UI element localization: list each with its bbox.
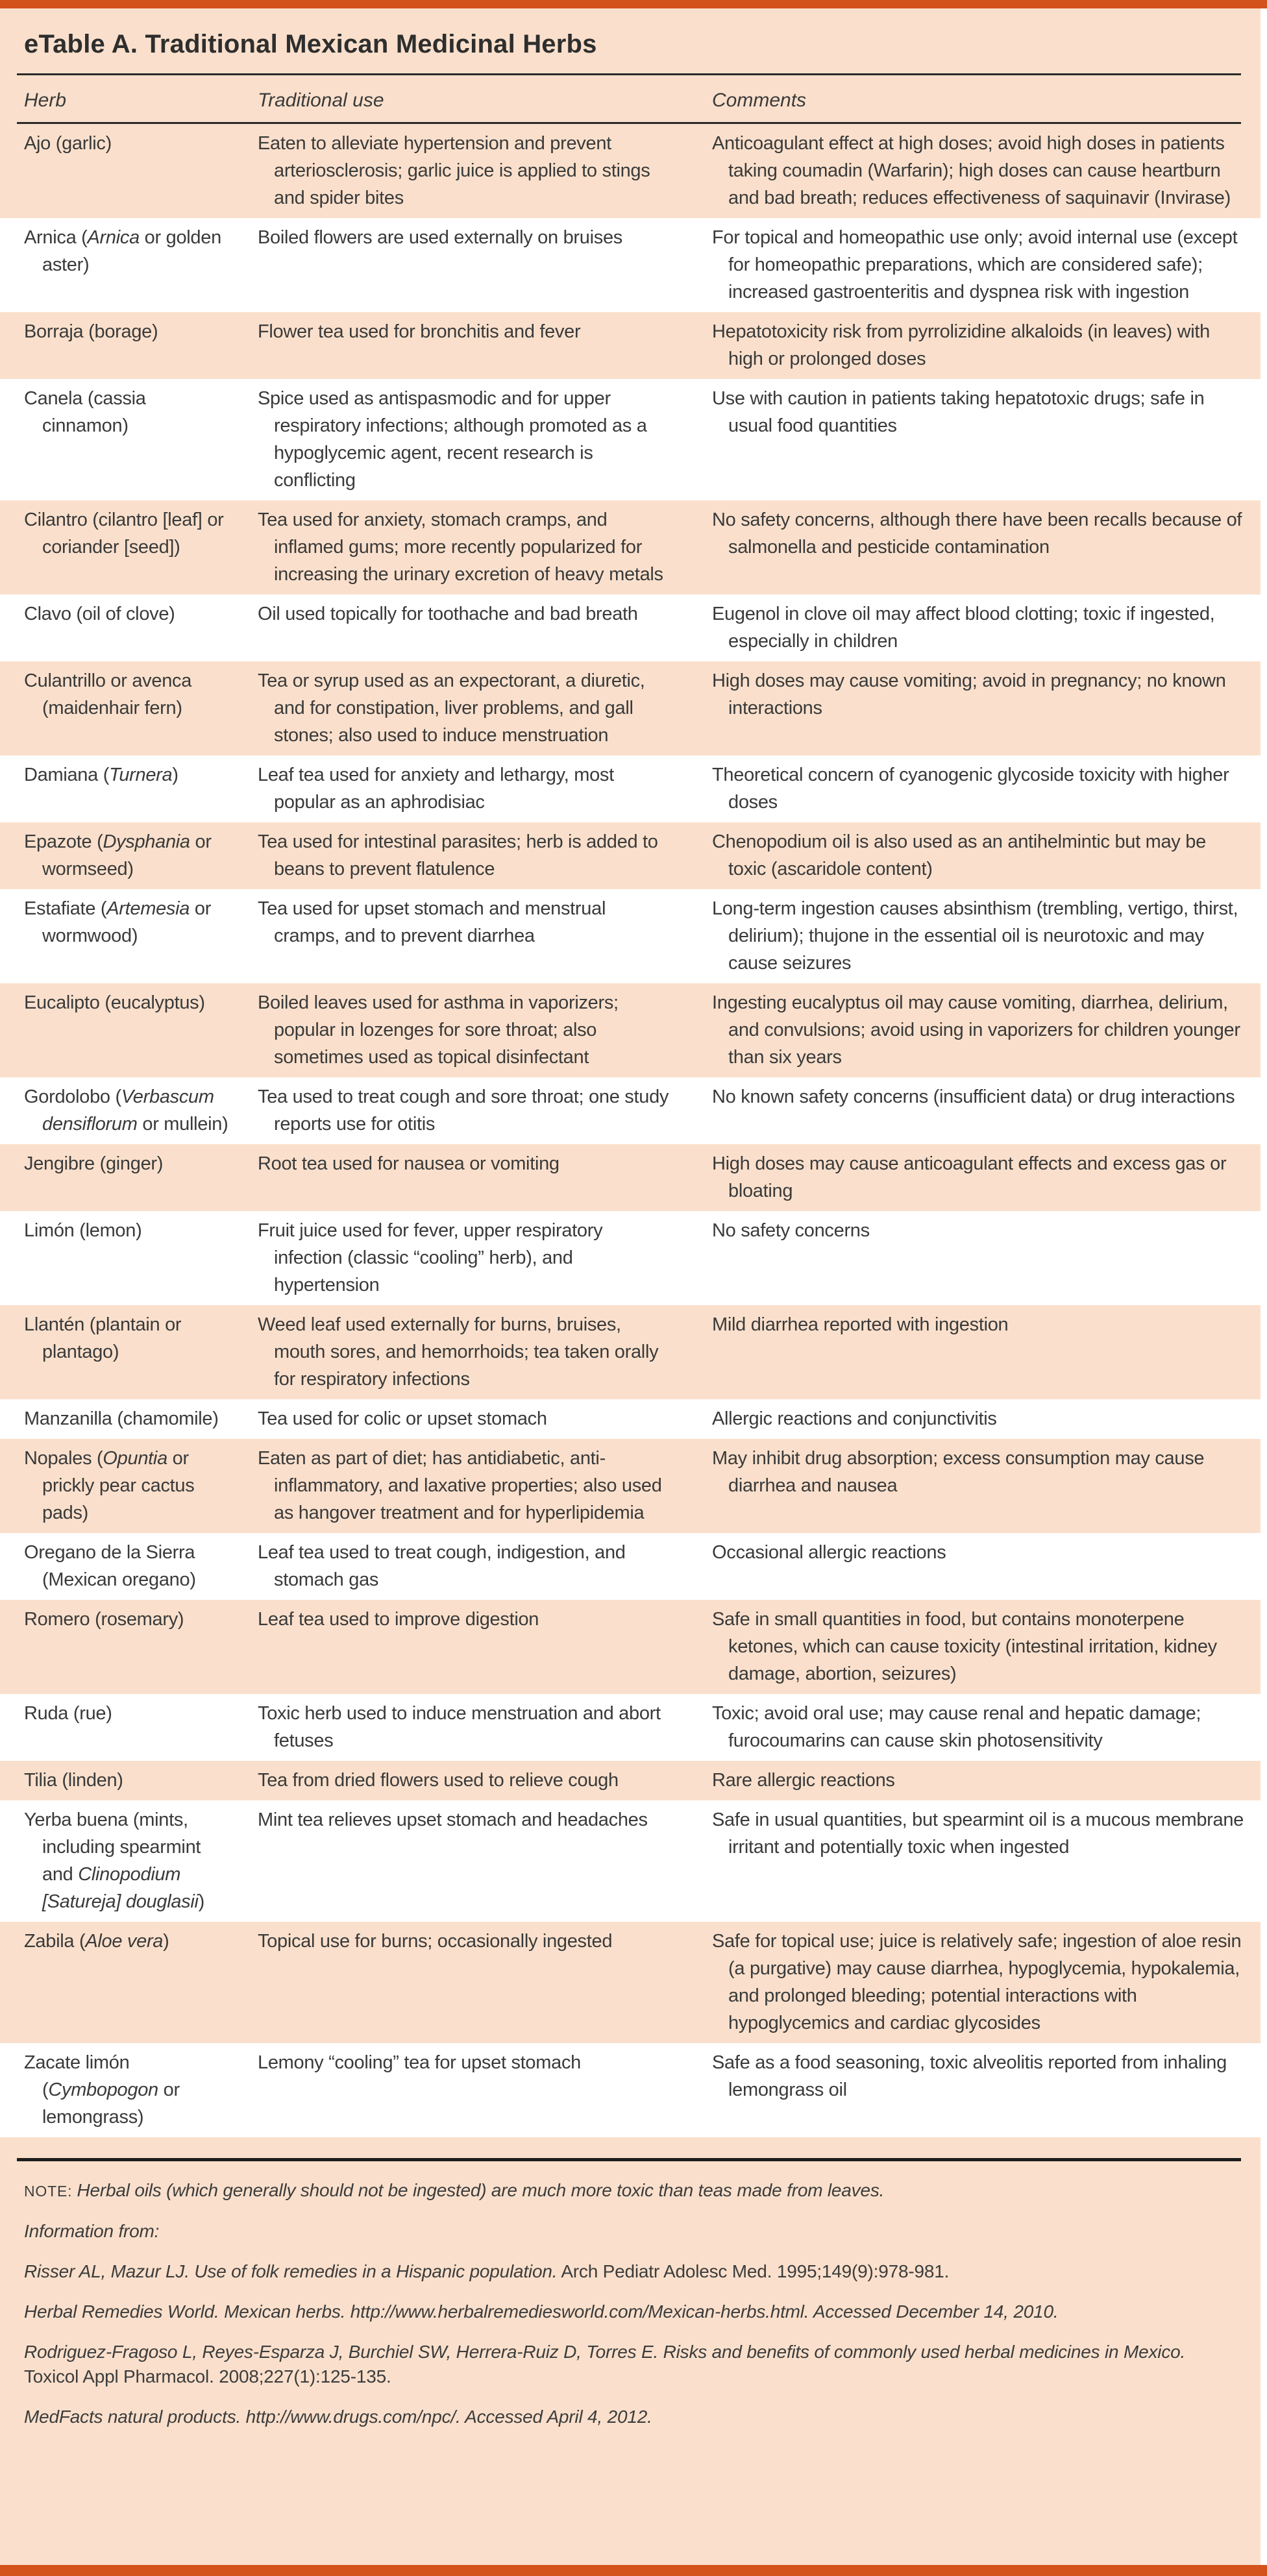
footnote bbox=[24, 2178, 1235, 2203]
text-segment: Damiana ( bbox=[24, 765, 110, 785]
herb-cell bbox=[0, 667, 234, 749]
use-cell: Boiled leaves used for asthma in vaporizers; popular in lozenges for sore throat; also sometimes used as topical disinfectant bbox=[258, 992, 619, 1068]
herb-cell bbox=[0, 2049, 234, 2131]
footnotes-section bbox=[0, 2137, 1261, 2565]
table-row bbox=[0, 1439, 1261, 1533]
herb-cell bbox=[0, 1606, 234, 1687]
column-header-traditional-use: Traditional use bbox=[258, 90, 384, 111]
footnote bbox=[24, 2340, 1235, 2389]
table-row bbox=[0, 124, 1261, 218]
table-row bbox=[0, 1305, 1261, 1399]
comments-cell: Safe for topical use; juice is relatively safe; ingestion of aloe resin (a purgative) may cause diarrhea, hypoglycemia, hypokalemia, and prolonged bleeding; potential interactions with hypoglycemics and cardiac glycosides bbox=[712, 1931, 1242, 2033]
text-segment: or mullein) bbox=[137, 1114, 228, 1135]
use-cell: Weed leaf used externally for burns, bruises, mouth sores, and hemorrhoids; tea taken orally for respiratory infections bbox=[258, 1314, 659, 1390]
text-segment: Arnica ( bbox=[24, 227, 88, 248]
table-row bbox=[0, 755, 1261, 822]
text-segment: Eucalipto (eucalyptus) bbox=[24, 992, 205, 1013]
herb-cell bbox=[0, 130, 234, 212]
text-segment: or wormwood) bbox=[42, 898, 212, 946]
text-segment: Herbal Remedies World. Mexican herbs. http://www.herbalremediesworld.com/Mexican-herbs.html. Accessed December 14, 2010. bbox=[24, 2301, 1059, 2322]
text-segment: ) bbox=[198, 1891, 205, 1912]
herb-cell bbox=[0, 1700, 234, 1754]
footnote bbox=[24, 2300, 1235, 2324]
table-row bbox=[0, 595, 1261, 661]
text-segment: Aloe vera bbox=[85, 1931, 164, 1952]
text-segment: Rodriguez-Fragoso L, Reyes-Esparza J, Burchiel SW, Herrera-Ruiz D, Torres E. Risks and benefits of commonly used herbal medicines in Mexico. bbox=[24, 2342, 1186, 2362]
text-segment: Limón (lemon) bbox=[24, 1220, 142, 1241]
text-segment: Clavo (oil of clove) bbox=[24, 604, 175, 624]
text-segment: Canela (cassia cinnamon) bbox=[24, 388, 146, 436]
herb-cell bbox=[0, 1445, 234, 1527]
text-segment: Estafiate ( bbox=[24, 898, 107, 919]
table-row bbox=[0, 379, 1261, 500]
herb-cell bbox=[0, 385, 234, 494]
comments-cell: No safety concerns bbox=[712, 1220, 870, 1241]
comments-cell: Ingesting eucalyptus oil may cause vomiting, diarrhea, delirium, and convulsions; avoid using in vaporizers for children younger than six years bbox=[712, 992, 1240, 1068]
column-header-comments: Comments bbox=[712, 90, 807, 111]
comments-cell: Mild diarrhea reported with ingestion bbox=[712, 1314, 1009, 1335]
text-segment: Romero (rosemary) bbox=[24, 1609, 184, 1630]
use-cell: Mint tea relieves upset stomach and headaches bbox=[258, 1809, 648, 1830]
comments-cell: No known safety concerns (insufficient data) or drug interactions bbox=[712, 1086, 1235, 1107]
use-cell: Boiled flowers are used externally on bruises bbox=[258, 227, 622, 248]
comments-cell: No safety concerns, although there have been recalls because of salmonella and pesticide contamination bbox=[712, 509, 1242, 558]
bottom-accent-bar bbox=[0, 2565, 1267, 2576]
use-cell: Tea used for upset stomach and menstrual cramps, and to prevent diarrhea bbox=[258, 898, 606, 946]
text-segment: Epazote ( bbox=[24, 831, 103, 852]
text-segment: or lemongrass) bbox=[42, 2079, 180, 2128]
comments-cell: Safe in usual quantities, but spearmint oil is a mucous membrane irritant and potentially toxic when ingested bbox=[712, 1809, 1244, 1858]
table-row bbox=[0, 822, 1261, 889]
herb-cell bbox=[0, 1150, 234, 1205]
table-header bbox=[0, 8, 1261, 124]
herb-cell bbox=[0, 1311, 234, 1393]
text-segment: Zabila ( bbox=[24, 1931, 86, 1952]
comments-cell: May inhibit drug absorption; excess consumption may cause diarrhea and nausea bbox=[712, 1448, 1205, 1496]
text-segment: MedFacts natural products. http://www.drugs.com/npc/. Accessed April 4, 2012. bbox=[24, 2407, 652, 2427]
text-segment: Opuntia bbox=[103, 1448, 167, 1469]
table-row bbox=[0, 1399, 1261, 1439]
text-segment: Yerba buena (mints, including spearmint and bbox=[24, 1809, 201, 1885]
herb-cell bbox=[0, 828, 234, 883]
text-segment: Arnica bbox=[87, 227, 140, 248]
comments-cell: Hepatotoxicity risk from pyrrolizidine alkaloids (in leaves) with high or prolonged doses bbox=[712, 321, 1210, 369]
text-segment: Manzanilla (chamomile) bbox=[24, 1408, 219, 1429]
text-segment: NOTE: bbox=[24, 2183, 77, 2200]
comments-cell: Rare allergic reactions bbox=[712, 1770, 895, 1791]
text-segment: or wormseed) bbox=[42, 831, 212, 879]
text-segment: Arch Pediatr Adolesc Med. 1995;149(9):978-981. bbox=[557, 2261, 950, 2281]
text-segment: Turnera bbox=[109, 765, 173, 785]
table-row bbox=[0, 500, 1261, 595]
table-row bbox=[0, 889, 1261, 983]
table-content bbox=[0, 8, 1261, 2565]
text-segment: ) bbox=[172, 765, 178, 785]
herb-cell bbox=[0, 761, 234, 816]
comments-cell: Chenopodium oil is also used as an antihelmintic but may be toxic (ascaridole content) bbox=[712, 831, 1206, 879]
footnote bbox=[24, 2405, 1235, 2429]
table-row bbox=[0, 1800, 1261, 1922]
text-segment: Ruda (rue) bbox=[24, 1703, 112, 1724]
text-segment: Llantén (plantain or plantago) bbox=[24, 1314, 182, 1362]
herb-cell bbox=[0, 506, 234, 588]
use-cell: Tea from dried flowers used to relieve cough bbox=[258, 1770, 619, 1791]
herb-cell bbox=[0, 989, 234, 1071]
comments-cell: For topical and homeopathic use only; avoid internal use (except for homeopathic preparations, which are considered safe); increased gastroenteritis and dyspnea risk with ingestion bbox=[712, 227, 1238, 302]
comments-cell: Safe as a food seasoning, toxic alveolitis reported from inhaling lemongrass oil bbox=[712, 2052, 1227, 2100]
comments-cell: Long-term ingestion causes absinthism (trembling, vertigo, thirst, delirium); thujone in the essential oil is neurotoxic and may cause seizures bbox=[712, 898, 1238, 974]
use-cell: Fruit juice used for fever, upper respiratory infection (classic “cooling” herb), and hypertension bbox=[258, 1220, 603, 1295]
herb-cell bbox=[0, 1217, 234, 1299]
column-header-row bbox=[0, 75, 1261, 122]
use-cell: Lemony “cooling” tea for upset stomach bbox=[258, 2052, 581, 2073]
table-row bbox=[0, 1077, 1261, 1144]
use-cell: Eaten to alleviate hypertension and prevent arteriosclerosis; garlic juice is applied to stings and spider bites bbox=[258, 133, 650, 208]
use-cell: Tea or syrup used as an expectorant, a diuretic, and for constipation, liver problems, and gall stones; also used to induce menstruation bbox=[258, 670, 645, 746]
text-segment: Nopales ( bbox=[24, 1448, 103, 1469]
comments-cell: Allergic reactions and conjunctivitis bbox=[712, 1408, 997, 1429]
comments-cell: Theoretical concern of cyanogenic glycoside toxicity with higher doses bbox=[712, 765, 1229, 813]
table-row bbox=[0, 983, 1261, 1077]
text-segment: Dysphania bbox=[103, 831, 190, 852]
text-segment: Ajo (garlic) bbox=[24, 133, 112, 154]
text-segment: Cymbopogon bbox=[48, 2079, 158, 2100]
table-row bbox=[0, 218, 1261, 312]
use-cell: Leaf tea used to treat cough, indigestion, and stomach gas bbox=[258, 1542, 626, 1590]
text-segment: Information from: bbox=[24, 2221, 160, 2241]
comments-cell: Anticoagulant effect at high doses; avoid high doses in patients taking coumadin (Warfarin); high doses can cause heartburn and bad breath; reduces effectiveness of saquinavir (Invirase) bbox=[712, 133, 1231, 208]
text-segment: ) bbox=[163, 1931, 169, 1952]
text-segment: Herbal oils (which generally should not be ingested) are much more toxic than teas made from leaves. bbox=[77, 2180, 885, 2200]
herb-cell bbox=[0, 895, 234, 977]
text-segment: Tilia (linden) bbox=[24, 1770, 123, 1791]
use-cell: Oil used topically for toothache and bad breath bbox=[258, 604, 638, 624]
table-row bbox=[0, 1922, 1261, 2043]
herb-cell bbox=[0, 1539, 234, 1593]
herb-cell bbox=[0, 318, 234, 373]
top-accent-bar bbox=[0, 0, 1267, 8]
herb-cell bbox=[0, 1806, 234, 1915]
use-cell: Flower tea used for bronchitis and fever bbox=[258, 321, 581, 342]
column-header-herb: Herb bbox=[24, 90, 67, 111]
table-row bbox=[0, 312, 1261, 379]
comments-cell: High doses may cause anticoagulant effects and excess gas or bloating bbox=[712, 1153, 1227, 1201]
table-row bbox=[0, 1533, 1261, 1600]
comments-cell: Use with caution in patients taking hepatotoxic drugs; safe in usual food quantities bbox=[712, 388, 1205, 436]
use-cell: Topical use for burns; occasionally ingested bbox=[258, 1931, 613, 1952]
text-segment: Clinopodium [Satureja] douglasii bbox=[42, 1864, 199, 1912]
comments-cell: Occasional allergic reactions bbox=[712, 1542, 946, 1563]
herb-cell bbox=[0, 1928, 234, 2037]
text-segment: Risser AL, Mazur LJ. Use of folk remedies in a Hispanic population. bbox=[24, 2261, 558, 2281]
use-cell: Leaf tea used for anxiety and lethargy, most popular as an aphrodisiac bbox=[258, 765, 614, 813]
text-segment: Verbascum densiflorum bbox=[42, 1086, 214, 1135]
text-segment: Borraja (borage) bbox=[24, 321, 158, 342]
use-cell: Tea used for anxiety, stomach cramps, and inflamed gums; more recently popularized for increasing the urinary excretion of heavy metals bbox=[258, 509, 663, 585]
use-cell: Tea used to treat cough and sore throat; one study reports use for otitis bbox=[258, 1086, 669, 1135]
comments-cell: Eugenol in clove oil may affect blood clotting; toxic if ingested, especially in children bbox=[712, 604, 1215, 652]
use-cell: Tea used for colic or upset stomach bbox=[258, 1408, 547, 1429]
table-row bbox=[0, 2043, 1261, 2137]
comments-cell: Toxic; avoid oral use; may cause renal and hepatic damage; furocoumarins can cause skin photosensitivity bbox=[712, 1703, 1201, 1751]
text-segment: or prickly pear cactus pads) bbox=[42, 1448, 195, 1523]
herb-cell bbox=[0, 224, 234, 306]
table-row bbox=[0, 661, 1261, 755]
text-segment: Culantrillo or avenca (maidenhair fern) bbox=[24, 670, 192, 718]
table-row bbox=[0, 1211, 1261, 1305]
footnote bbox=[24, 2259, 1235, 2284]
text-segment: Artemesia bbox=[106, 898, 190, 919]
comments-cell: High doses may cause vomiting; avoid in pregnancy; no known interactions bbox=[712, 670, 1226, 718]
text-segment: Jengibre (ginger) bbox=[24, 1153, 164, 1174]
use-cell: Spice used as antispasmodic and for upper respiratory infections; although promoted as a hypoglycemic agent, recent research is conflicting bbox=[258, 388, 647, 491]
text-segment: Oregano de la Sierra (Mexican oregano) bbox=[24, 1542, 196, 1590]
page-title: eTable A. Traditional Mexican Medicinal Herbs bbox=[24, 30, 597, 58]
table-row bbox=[0, 1600, 1261, 1694]
herb-cell bbox=[0, 1405, 234, 1432]
table-row bbox=[0, 1761, 1261, 1800]
text-segment: Toxicol Appl Pharmacol. 2008;227(1):125-135. bbox=[24, 2366, 391, 2386]
footer-rule bbox=[17, 2158, 1241, 2161]
footnotes-list bbox=[24, 2178, 1235, 2429]
table-row bbox=[0, 1694, 1261, 1761]
use-cell: Root tea used for nausea or vomiting bbox=[258, 1153, 560, 1174]
text-segment: Cilantro (cilantro [leaf] or coriander [seed]) bbox=[24, 509, 224, 558]
table-body bbox=[0, 124, 1261, 2137]
text-segment: Zacate limón ( bbox=[24, 2052, 130, 2100]
footnote bbox=[24, 2219, 1235, 2244]
text-segment: Gordolobo ( bbox=[24, 1086, 121, 1107]
use-cell: Leaf tea used to improve digestion bbox=[258, 1609, 539, 1630]
use-cell: Toxic herb used to induce menstruation and abort fetuses bbox=[258, 1703, 661, 1751]
herb-cell bbox=[0, 1767, 234, 1794]
comments-cell: Safe in small quantities in food, but contains monoterpene ketones, which can cause toxicity (intestinal irritation, kidney damage, abortion, seizures) bbox=[712, 1609, 1217, 1684]
table-row bbox=[0, 1144, 1261, 1211]
herb-cell bbox=[0, 600, 234, 655]
footer-gap bbox=[24, 2137, 1235, 2158]
use-cell: Tea used for intestinal parasites; herb is added to beans to prevent flatulence bbox=[258, 831, 658, 879]
text-segment: or golden aster) bbox=[42, 227, 221, 275]
use-cell: Eaten as part of diet; has antidiabetic, anti-inflammatory, and laxative properties; also used as hangover treatment and for hyperlipidemia bbox=[258, 1448, 662, 1523]
herb-cell bbox=[0, 1083, 234, 1138]
